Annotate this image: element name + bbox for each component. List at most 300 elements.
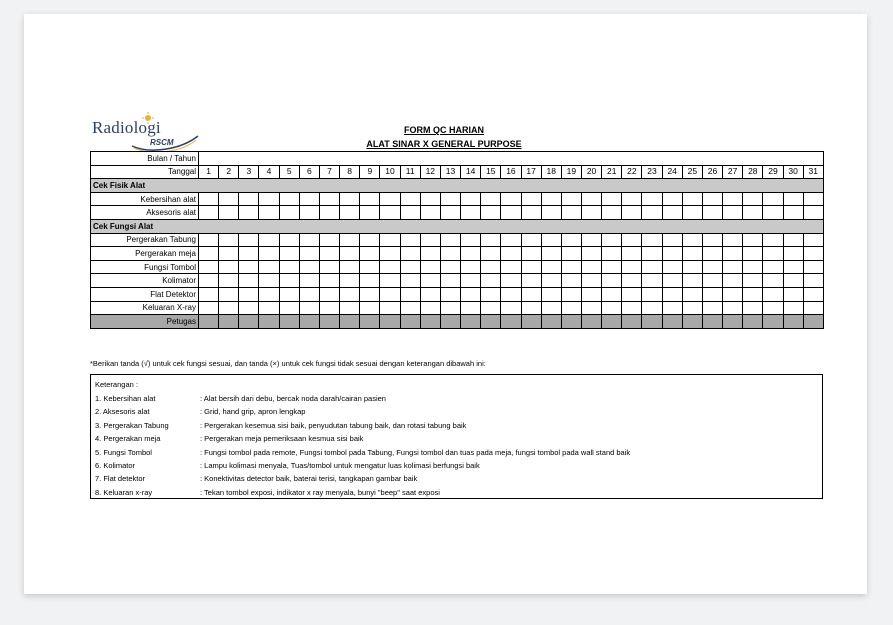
check-cell[interactable] <box>299 233 319 247</box>
check-cell[interactable] <box>360 301 380 315</box>
check-cell[interactable] <box>340 192 360 206</box>
check-cell[interactable] <box>662 233 682 247</box>
check-cell[interactable] <box>461 301 481 315</box>
check-cell[interactable] <box>662 247 682 261</box>
check-cell[interactable] <box>783 287 803 301</box>
check-cell[interactable] <box>702 274 722 288</box>
check-cell[interactable] <box>682 301 702 315</box>
check-row <box>91 247 824 261</box>
check-cell[interactable] <box>420 287 440 301</box>
check-cell[interactable] <box>481 315 501 329</box>
check-cell[interactable] <box>239 247 259 261</box>
check-cell[interactable] <box>299 260 319 274</box>
check-cell[interactable] <box>622 247 642 261</box>
check-cell[interactable] <box>380 206 400 220</box>
check-cell[interactable] <box>440 260 460 274</box>
check-cell[interactable] <box>380 247 400 261</box>
check-cell[interactable] <box>642 260 662 274</box>
day-number: 5 <box>279 165 299 179</box>
check-cell[interactable] <box>340 287 360 301</box>
check-cell[interactable] <box>219 287 239 301</box>
check-cell[interactable] <box>763 260 783 274</box>
check-cell[interactable] <box>602 274 622 288</box>
check-cell[interactable] <box>622 274 642 288</box>
check-cell[interactable] <box>340 274 360 288</box>
check-cell[interactable] <box>723 274 743 288</box>
check-cell[interactable] <box>581 206 601 220</box>
check-cell[interactable] <box>279 301 299 315</box>
check-cell[interactable] <box>440 287 460 301</box>
check-cell[interactable] <box>783 315 803 329</box>
check-cell[interactable] <box>259 301 279 315</box>
check-cell[interactable] <box>299 247 319 261</box>
check-cell[interactable] <box>360 192 380 206</box>
check-cell[interactable] <box>622 206 642 220</box>
check-cell[interactable] <box>723 287 743 301</box>
check-cell[interactable] <box>360 247 380 261</box>
check-cell[interactable] <box>319 247 339 261</box>
check-cell[interactable] <box>380 287 400 301</box>
check-cell[interactable] <box>602 301 622 315</box>
day-number: 25 <box>682 165 702 179</box>
check-cell[interactable] <box>541 260 561 274</box>
check-cell[interactable] <box>239 206 259 220</box>
check-cell[interactable] <box>803 247 823 261</box>
check-cell[interactable] <box>723 315 743 329</box>
check-cell[interactable] <box>642 301 662 315</box>
check-cell[interactable] <box>360 260 380 274</box>
check-cell[interactable] <box>682 260 702 274</box>
check-cell[interactable] <box>602 233 622 247</box>
check-cell[interactable] <box>763 274 783 288</box>
check-cell[interactable] <box>723 233 743 247</box>
check-cell[interactable] <box>400 260 420 274</box>
keterangan-item <box>95 461 815 472</box>
check-cell[interactable] <box>743 233 763 247</box>
check-cell[interactable] <box>239 260 259 274</box>
check-cell[interactable] <box>219 260 239 274</box>
check-cell[interactable] <box>783 206 803 220</box>
check-cell[interactable] <box>279 260 299 274</box>
check-cell[interactable] <box>259 192 279 206</box>
check-cell[interactable] <box>501 315 521 329</box>
check-cell[interactable] <box>199 192 219 206</box>
check-cell[interactable] <box>682 287 702 301</box>
check-cell[interactable] <box>561 301 581 315</box>
check-cell[interactable] <box>319 260 339 274</box>
check-cell[interactable] <box>360 274 380 288</box>
check-cell[interactable] <box>743 315 763 329</box>
check-cell[interactable] <box>461 233 481 247</box>
check-cell[interactable] <box>380 274 400 288</box>
check-cell[interactable] <box>662 192 682 206</box>
check-cell[interactable] <box>642 315 662 329</box>
row-label: Pergerakan meja <box>91 247 199 261</box>
check-cell[interactable] <box>199 233 219 247</box>
check-cell[interactable] <box>581 315 601 329</box>
check-cell[interactable] <box>662 260 682 274</box>
check-cell[interactable] <box>461 206 481 220</box>
check-cell[interactable] <box>763 301 783 315</box>
check-cell[interactable] <box>279 192 299 206</box>
check-cell[interactable] <box>682 192 702 206</box>
check-cell[interactable] <box>219 233 239 247</box>
check-cell[interactable] <box>380 301 400 315</box>
check-cell[interactable] <box>199 260 219 274</box>
check-cell[interactable] <box>803 192 823 206</box>
check-cell[interactable] <box>461 315 481 329</box>
check-cell[interactable] <box>319 287 339 301</box>
check-cell[interactable] <box>400 301 420 315</box>
check-cell[interactable] <box>501 287 521 301</box>
check-cell[interactable] <box>199 301 219 315</box>
check-cell[interactable] <box>541 233 561 247</box>
check-cell[interactable] <box>642 247 662 261</box>
check-cell[interactable] <box>340 206 360 220</box>
day-number: 2 <box>219 165 239 179</box>
check-cell[interactable] <box>763 206 783 220</box>
check-cell[interactable] <box>259 287 279 301</box>
check-cell[interactable] <box>420 192 440 206</box>
check-cell[interactable] <box>400 247 420 261</box>
check-cell[interactable] <box>299 274 319 288</box>
keterangan-item <box>95 448 815 459</box>
check-cell[interactable] <box>420 206 440 220</box>
day-number: 13 <box>440 165 460 179</box>
check-cell[interactable] <box>541 287 561 301</box>
check-cell[interactable] <box>440 274 460 288</box>
check-cell[interactable] <box>803 274 823 288</box>
check-cell[interactable] <box>319 274 339 288</box>
check-cell[interactable] <box>420 274 440 288</box>
check-cell[interactable] <box>803 315 823 329</box>
check-cell[interactable] <box>642 274 662 288</box>
check-cell[interactable] <box>581 274 601 288</box>
check-cell[interactable] <box>702 315 722 329</box>
check-cell[interactable] <box>360 287 380 301</box>
check-cell[interactable] <box>783 301 803 315</box>
check-cell[interactable] <box>662 315 682 329</box>
check-cell[interactable] <box>501 233 521 247</box>
check-cell[interactable] <box>219 274 239 288</box>
check-cell[interactable] <box>561 260 581 274</box>
check-cell[interactable] <box>743 274 763 288</box>
check-cell[interactable] <box>481 233 501 247</box>
check-cell[interactable] <box>219 192 239 206</box>
check-cell[interactable] <box>219 315 239 329</box>
check-cell[interactable] <box>400 274 420 288</box>
check-cell[interactable] <box>561 315 581 329</box>
check-cell[interactable] <box>763 192 783 206</box>
check-cell[interactable] <box>461 192 481 206</box>
check-cell[interactable] <box>682 233 702 247</box>
check-cell[interactable] <box>783 274 803 288</box>
check-cell[interactable] <box>259 206 279 220</box>
check-cell[interactable] <box>501 274 521 288</box>
check-cell[interactable] <box>521 287 541 301</box>
check-cell[interactable] <box>380 192 400 206</box>
check-cell[interactable] <box>521 315 541 329</box>
check-cell[interactable] <box>501 247 521 261</box>
check-cell[interactable] <box>682 206 702 220</box>
check-cell[interactable] <box>622 233 642 247</box>
check-cell[interactable] <box>581 287 601 301</box>
check-cell[interactable] <box>561 206 581 220</box>
check-cell[interactable] <box>501 192 521 206</box>
check-cell[interactable] <box>380 260 400 274</box>
check-cell[interactable] <box>702 287 722 301</box>
check-cell[interactable] <box>521 233 541 247</box>
check-cell[interactable] <box>602 260 622 274</box>
check-cell[interactable] <box>743 260 763 274</box>
check-cell[interactable] <box>420 260 440 274</box>
check-cell[interactable] <box>561 192 581 206</box>
check-cell[interactable] <box>400 233 420 247</box>
check-cell[interactable] <box>602 247 622 261</box>
check-cell[interactable] <box>279 206 299 220</box>
check-cell[interactable] <box>259 233 279 247</box>
check-cell[interactable] <box>219 206 239 220</box>
check-cell[interactable] <box>561 233 581 247</box>
check-cell[interactable] <box>743 287 763 301</box>
check-cell[interactable] <box>340 247 360 261</box>
check-cell[interactable] <box>702 301 722 315</box>
check-cell[interactable] <box>723 247 743 261</box>
check-cell[interactable] <box>481 287 501 301</box>
check-cell[interactable] <box>299 315 319 329</box>
day-number: 14 <box>461 165 481 179</box>
check-cell[interactable] <box>561 287 581 301</box>
check-cell[interactable] <box>763 315 783 329</box>
check-cell[interactable] <box>319 206 339 220</box>
row-label: Aksesoris alat <box>91 206 199 220</box>
check-cell[interactable] <box>279 315 299 329</box>
check-cell[interactable] <box>340 315 360 329</box>
keterangan-item <box>95 421 815 432</box>
check-cell[interactable] <box>259 315 279 329</box>
check-cell[interactable] <box>360 206 380 220</box>
check-cell[interactable] <box>602 206 622 220</box>
check-cell[interactable] <box>763 247 783 261</box>
check-cell[interactable] <box>319 315 339 329</box>
check-cell[interactable] <box>420 247 440 261</box>
check-cell[interactable] <box>461 274 481 288</box>
check-cell[interactable] <box>541 301 561 315</box>
check-cell[interactable] <box>239 233 259 247</box>
check-cell[interactable] <box>561 274 581 288</box>
check-cell[interactable] <box>602 287 622 301</box>
check-cell[interactable] <box>400 287 420 301</box>
check-cell[interactable] <box>481 301 501 315</box>
check-cell[interactable] <box>360 315 380 329</box>
check-cell[interactable] <box>743 247 763 261</box>
check-cell[interactable] <box>319 233 339 247</box>
check-cell[interactable] <box>239 274 259 288</box>
day-number: 19 <box>561 165 581 179</box>
check-cell[interactable] <box>380 315 400 329</box>
check-cell[interactable] <box>541 247 561 261</box>
row-label: Kebersihan alat <box>91 192 199 206</box>
check-cell[interactable] <box>501 260 521 274</box>
check-cell[interactable] <box>642 206 662 220</box>
check-cell[interactable] <box>622 192 642 206</box>
check-cell[interactable] <box>541 192 561 206</box>
check-cell[interactable] <box>662 206 682 220</box>
check-cell[interactable] <box>622 260 642 274</box>
check-cell[interactable] <box>702 192 722 206</box>
check-cell[interactable] <box>440 315 460 329</box>
day-number: 28 <box>743 165 763 179</box>
check-cell[interactable] <box>602 315 622 329</box>
check-cell[interactable] <box>642 287 662 301</box>
check-cell[interactable] <box>219 301 239 315</box>
check-cell[interactable] <box>340 260 360 274</box>
check-cell[interactable] <box>622 315 642 329</box>
check-cell[interactable] <box>743 192 763 206</box>
check-cell[interactable] <box>702 206 722 220</box>
month-year-field[interactable] <box>199 152 824 166</box>
check-cell[interactable] <box>521 260 541 274</box>
check-cell[interactable] <box>702 260 722 274</box>
check-cell[interactable] <box>723 260 743 274</box>
officer-row <box>91 315 824 329</box>
check-cell[interactable] <box>340 233 360 247</box>
check-cell[interactable] <box>259 247 279 261</box>
check-cell[interactable] <box>340 301 360 315</box>
check-cell[interactable] <box>199 315 219 329</box>
row-label: Keluaran X-ray <box>91 301 199 315</box>
check-cell[interactable] <box>783 233 803 247</box>
check-cell[interactable] <box>803 233 823 247</box>
check-cell[interactable] <box>501 301 521 315</box>
check-cell[interactable] <box>199 287 219 301</box>
check-cell[interactable] <box>319 192 339 206</box>
check-cell[interactable] <box>279 274 299 288</box>
day-number: 27 <box>723 165 743 179</box>
check-cell[interactable] <box>803 301 823 315</box>
check-cell[interactable] <box>642 192 662 206</box>
check-cell[interactable] <box>581 247 601 261</box>
check-cell[interactable] <box>239 315 259 329</box>
check-cell[interactable] <box>743 301 763 315</box>
check-cell[interactable] <box>239 301 259 315</box>
check-cell[interactable] <box>219 247 239 261</box>
check-cell[interactable] <box>803 287 823 301</box>
check-cell[interactable] <box>743 206 763 220</box>
check-cell[interactable] <box>803 206 823 220</box>
check-cell[interactable] <box>501 206 521 220</box>
check-cell[interactable] <box>521 301 541 315</box>
check-cell[interactable] <box>662 287 682 301</box>
check-cell[interactable] <box>440 247 460 261</box>
check-cell[interactable] <box>581 301 601 315</box>
check-cell[interactable] <box>642 233 662 247</box>
check-cell[interactable] <box>461 247 481 261</box>
check-row <box>91 206 824 220</box>
check-cell[interactable] <box>299 192 319 206</box>
check-cell[interactable] <box>400 206 420 220</box>
check-cell[interactable] <box>561 247 581 261</box>
check-cell[interactable] <box>259 260 279 274</box>
check-cell[interactable] <box>783 192 803 206</box>
check-cell[interactable] <box>400 315 420 329</box>
check-cell[interactable] <box>521 247 541 261</box>
check-cell[interactable] <box>259 274 279 288</box>
check-cell[interactable] <box>199 206 219 220</box>
check-cell[interactable] <box>481 274 501 288</box>
check-cell[interactable] <box>581 260 601 274</box>
check-cell[interactable] <box>299 287 319 301</box>
check-cell[interactable] <box>299 206 319 220</box>
check-cell[interactable] <box>420 315 440 329</box>
check-cell[interactable] <box>440 233 460 247</box>
check-cell[interactable] <box>239 192 259 206</box>
check-cell[interactable] <box>481 192 501 206</box>
check-cell[interactable] <box>662 274 682 288</box>
check-cell[interactable] <box>360 233 380 247</box>
check-cell[interactable] <box>299 301 319 315</box>
check-cell[interactable] <box>521 274 541 288</box>
check-cell[interactable] <box>682 274 702 288</box>
check-cell[interactable] <box>481 206 501 220</box>
check-cell[interactable] <box>279 287 299 301</box>
check-row <box>91 287 824 301</box>
check-cell[interactable] <box>521 206 541 220</box>
check-cell[interactable] <box>763 287 783 301</box>
check-cell[interactable] <box>602 192 622 206</box>
check-cell[interactable] <box>682 247 702 261</box>
check-cell[interactable] <box>541 206 561 220</box>
check-cell[interactable] <box>400 192 420 206</box>
check-cell[interactable] <box>723 206 743 220</box>
check-cell[interactable] <box>279 233 299 247</box>
check-cell[interactable] <box>702 233 722 247</box>
check-cell[interactable] <box>239 287 259 301</box>
check-cell[interactable] <box>380 233 400 247</box>
check-cell[interactable] <box>541 274 561 288</box>
check-cell[interactable] <box>199 247 219 261</box>
check-cell[interactable] <box>723 192 743 206</box>
check-cell[interactable] <box>763 233 783 247</box>
check-cell[interactable] <box>783 260 803 274</box>
check-cell[interactable] <box>783 247 803 261</box>
check-cell[interactable] <box>420 301 440 315</box>
check-cell[interactable] <box>622 301 642 315</box>
check-cell[interactable] <box>803 260 823 274</box>
check-cell[interactable] <box>461 260 481 274</box>
check-cell[interactable] <box>723 301 743 315</box>
month-year-label: Bulan / Tahun <box>91 152 199 166</box>
check-cell[interactable] <box>521 192 541 206</box>
check-cell[interactable] <box>481 260 501 274</box>
check-cell[interactable] <box>461 287 481 301</box>
check-cell[interactable] <box>541 315 561 329</box>
check-cell[interactable] <box>440 301 460 315</box>
check-cell[interactable] <box>581 233 601 247</box>
check-cell[interactable] <box>319 301 339 315</box>
check-cell[interactable] <box>481 247 501 261</box>
check-cell[interactable] <box>662 301 682 315</box>
check-cell[interactable] <box>420 233 440 247</box>
check-cell[interactable] <box>440 206 460 220</box>
check-cell[interactable] <box>702 247 722 261</box>
check-cell[interactable] <box>682 315 702 329</box>
check-cell[interactable] <box>199 274 219 288</box>
check-cell[interactable] <box>279 247 299 261</box>
check-cell[interactable] <box>581 192 601 206</box>
check-cell[interactable] <box>440 192 460 206</box>
check-cell[interactable] <box>622 287 642 301</box>
